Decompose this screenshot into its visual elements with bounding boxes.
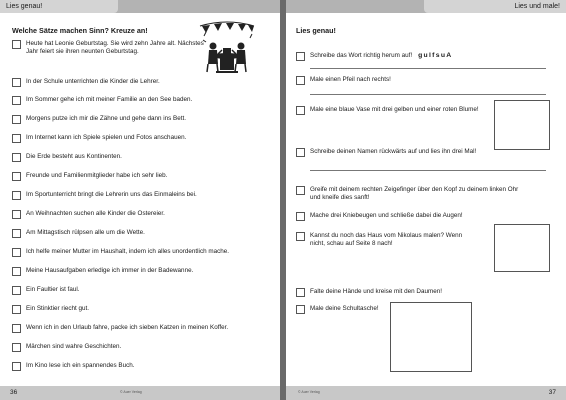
answer-line[interactable] — [310, 68, 546, 69]
checkbox[interactable] — [12, 305, 21, 314]
checkbox[interactable] — [12, 153, 21, 162]
checkbox[interactable] — [296, 305, 305, 314]
checkbox[interactable] — [12, 267, 21, 276]
task-heading: Welche Sätze machen Sinn? Kreuze an! — [12, 26, 148, 35]
task-item[interactable]: Schreibe deinen Namen rückwärts auf und lies ihn drei Mal! — [296, 148, 558, 157]
task-item[interactable]: Mache drei Kniebeugen und schließe dabei die Augen! — [296, 212, 558, 221]
checkbox[interactable] — [12, 324, 21, 333]
checkbox[interactable] — [296, 76, 305, 85]
answer-line[interactable] — [310, 170, 546, 171]
checkbox[interactable] — [296, 232, 305, 241]
checkbox[interactable] — [296, 212, 305, 221]
task-item[interactable]: Falte deine Hände und kreise mit den Daumen! — [296, 288, 558, 297]
publisher-note: © Auer Verlag — [298, 390, 320, 394]
sentence-item[interactable]: In der Schule unterrichten die Kinder die Lehrer. — [12, 78, 274, 87]
task-item[interactable]: Male eine blaue Vase mit drei gelben und einer roten Blume! — [296, 106, 558, 115]
sentence-item[interactable]: Ein Stinktier riecht gut. — [12, 305, 274, 314]
chapter-tab: Lies und male! — [424, 0, 566, 13]
drawing-box[interactable] — [494, 224, 550, 272]
drawing-box[interactable] — [390, 302, 472, 372]
sentence-item[interactable]: Meine Hausaufgaben erledige ich immer in der Badewanne. — [12, 267, 274, 276]
checkbox[interactable] — [12, 134, 21, 143]
checkbox[interactable] — [296, 148, 305, 157]
page-number: 37 — [548, 389, 556, 396]
checkbox[interactable] — [12, 78, 21, 87]
task-item[interactable]: Kannst du noch das Haus vom Nikolaus malen? Wenn nicht, schau auf Seite 8 nach! — [296, 232, 558, 248]
checkbox[interactable] — [12, 96, 21, 105]
sentence-item[interactable]: Die Erde besteht aus Kontinenten. — [12, 153, 274, 162]
checkbox[interactable] — [12, 40, 21, 49]
sentence-item[interactable]: Im Kino lese ich ein spannendes Buch. — [12, 362, 274, 371]
sentence-item[interactable]: An Weihnachten suchen alle Kinder die Ostereier. — [12, 210, 274, 219]
checkbox[interactable] — [12, 172, 21, 181]
sentence-item[interactable]: Im Sportunterricht bringt die Lehrerin uns das Einmaleins bei. — [12, 191, 274, 200]
answer-line[interactable] — [310, 94, 546, 95]
right-page — [286, 0, 566, 400]
reversed-word: gulfsuA — [418, 52, 453, 59]
checkbox[interactable] — [12, 210, 21, 219]
sentence-item[interactable]: Im Sommer gehe ich mit meiner Familie an den See baden. — [12, 96, 274, 105]
task-item[interactable]: Male deine Schultasche! — [296, 305, 558, 314]
checkbox[interactable] — [12, 115, 21, 124]
checkbox[interactable] — [12, 229, 21, 238]
sentence-item[interactable]: Wenn ich in den Urlaub fahre, packe ich sieben Katzen in meinen Koffer. — [12, 324, 274, 333]
sentence-item[interactable]: Im Internet kann ich Spiele spielen und Fotos anschauen. — [12, 134, 274, 143]
checkbox[interactable] — [12, 343, 21, 352]
task-item[interactable]: Greife mit deinem rechten Zeigefinger über den Kopf zu deinem linken Ohr und kneife dies sanft! — [296, 186, 558, 202]
page-footer — [0, 386, 280, 400]
sentence-item[interactable]: Morgens putze ich mir die Zähne und gehe dann ins Bett. — [12, 115, 274, 124]
task-item[interactable]: Male einen Pfeil nach rechts! — [296, 76, 558, 85]
chapter-tab: Lies genau! — [0, 0, 118, 13]
checkbox[interactable] — [296, 288, 305, 297]
sentence-item[interactable]: Heute hat Leonie Geburtstag. Sie wird zehn Jahre alt. Nächstes Jahr feiert sie ihren neunten Geburtstag. — [12, 40, 274, 56]
task-item[interactable]: Schreibe das Wort richtig herum auf! gulfsuA — [296, 52, 558, 61]
checkbox[interactable] — [12, 286, 21, 295]
sentence-item[interactable]: Am Mittagstisch rülpsen alle um die Wette. — [12, 229, 274, 238]
sentence-item[interactable]: Märchen sind wahre Geschichten. — [12, 343, 274, 352]
checkbox[interactable] — [12, 362, 21, 371]
checkbox[interactable] — [296, 186, 305, 195]
left-page — [0, 0, 280, 400]
checkbox[interactable] — [296, 52, 305, 61]
publisher-note: © Auer Verlag — [120, 390, 142, 394]
checkbox[interactable] — [296, 106, 305, 115]
drawing-box[interactable] — [494, 100, 550, 150]
checkbox[interactable] — [12, 248, 21, 257]
sentence-item[interactable]: Freunde und Familienmitglieder habe ich sehr lieb. — [12, 172, 274, 181]
task-heading: Lies genau! — [296, 26, 336, 35]
checkbox[interactable] — [12, 191, 21, 200]
sentence-item[interactable]: Ich helfe meiner Mutter im Haushalt, indem ich alles unordentlich mache. — [12, 248, 274, 257]
page-footer — [286, 386, 566, 400]
sentence-item[interactable]: Ein Faultier ist faul. — [12, 286, 274, 295]
page-number: 36 — [10, 389, 18, 396]
